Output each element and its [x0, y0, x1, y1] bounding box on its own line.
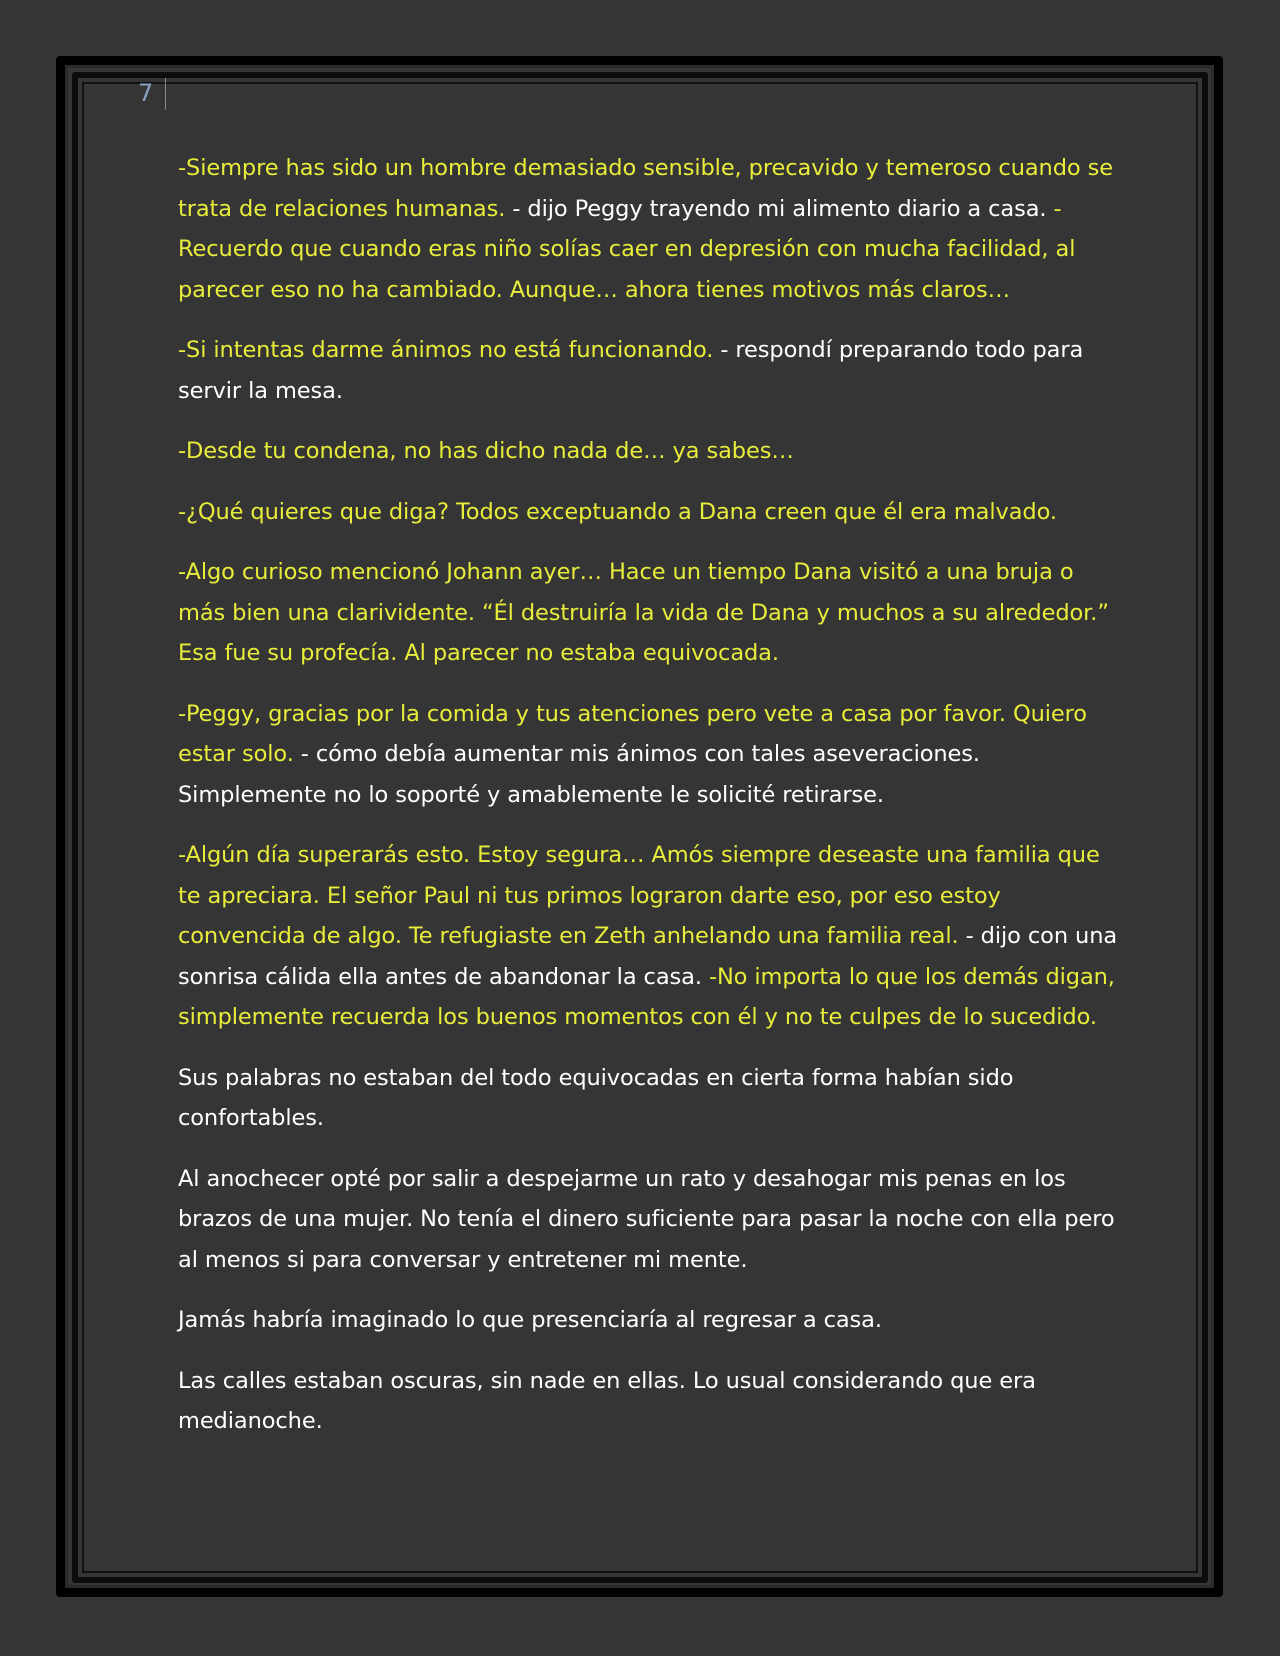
dialogue-text: -Algún día superarás esto. Estoy segura… Amós siempre deseaste una familia que te apreciara. El señor Paul ni tus primos lograron darte eso, por eso estoy convencida de algo. Te refugiaste en Zeth anhelando una familia real. [178, 842, 1100, 949]
narration-text: Al anochecer opté por salir a despejarme un rato y desahogar mis penas en los brazos de una mujer. No tenía el dinero suficiente para pasar la noche con ella pero al menos si para conversar y entretener mi mente. [178, 1165, 1115, 1273]
paragraph [178, 492, 1118, 533]
paragraph [178, 1159, 1118, 1281]
paragraph [178, 431, 1118, 472]
narration-text: - cómo debía aumentar mis ánimos con tales aseveraciones. Simplemente no lo soporté y amablemente le solicité retirarse. [178, 741, 980, 808]
dialogue-text: -¿Qué quieres que diga? Todos exceptuando a Dana creen que él era malvado. [178, 498, 1057, 525]
narration-text: Sus palabras no estaban del todo equivocadas en cierta forma habían sido confortables. [178, 1064, 1014, 1131]
narration-text: - respondí preparando todo para servir la mesa. [178, 337, 1084, 404]
paragraph [178, 1058, 1118, 1139]
narration-text: - dijo con una sonrisa cálida ella antes de abandonar la casa. [178, 923, 1118, 990]
dialogue-text: -Recuerdo que cuando eras niño solías caer en depresión con mucha facilidad, al parecer eso no ha cambiado. Aunque… ahora tienes motivos más claros… [178, 195, 1076, 303]
dialogue-text: -No importa lo que los demás digan, simplemente recuerda los buenos momentos con él y no te culpes de lo sucedido. [178, 963, 1115, 1030]
paragraph [178, 835, 1118, 1038]
text-cursor [165, 78, 166, 110]
paragraph [178, 552, 1118, 674]
page-number: 7 [138, 79, 154, 107]
narration-text: - dijo Peggy trayendo mi alimento diario a casa. [512, 195, 1054, 222]
dialogue-text: -Siempre has sido un hombre demasiado sensible, precavido y temeroso cuando se trata de relaciones humanas. [178, 155, 1113, 222]
dialogue-text: -Si intentas darme ánimos no está funcionando. [178, 337, 721, 363]
paragraph [178, 330, 1118, 411]
paragraph [178, 1300, 1118, 1341]
paragraph [178, 148, 1118, 310]
paragraph [178, 1361, 1118, 1442]
dialogue-text: -Desde tu condena, no has dicho nada de… ya sabes… [178, 438, 794, 464]
dialogue-text: -Peggy, gracias por la comida y tus atenciones pero vete a casa por favor. Quiero estar solo. [178, 700, 1087, 767]
dialogue-text: -Algo curioso mencionó Johann ayer… Hace un tiempo Dana visitó a una bruja o más bien una clarividente. “Él destruiría la vida de Dana y muchos a su alrededor.” Esa fue su profecía. Al parecer no estaba equivocada. [178, 559, 1109, 666]
document-body [178, 148, 1118, 1462]
narration-text: Jamás habría imaginado lo que presenciaría al regresar a casa. [178, 1307, 882, 1333]
paragraph [178, 694, 1118, 816]
narration-text: Las calles estaban oscuras, sin nade en ellas. Lo usual considerando que era medianoche. [178, 1367, 1036, 1434]
